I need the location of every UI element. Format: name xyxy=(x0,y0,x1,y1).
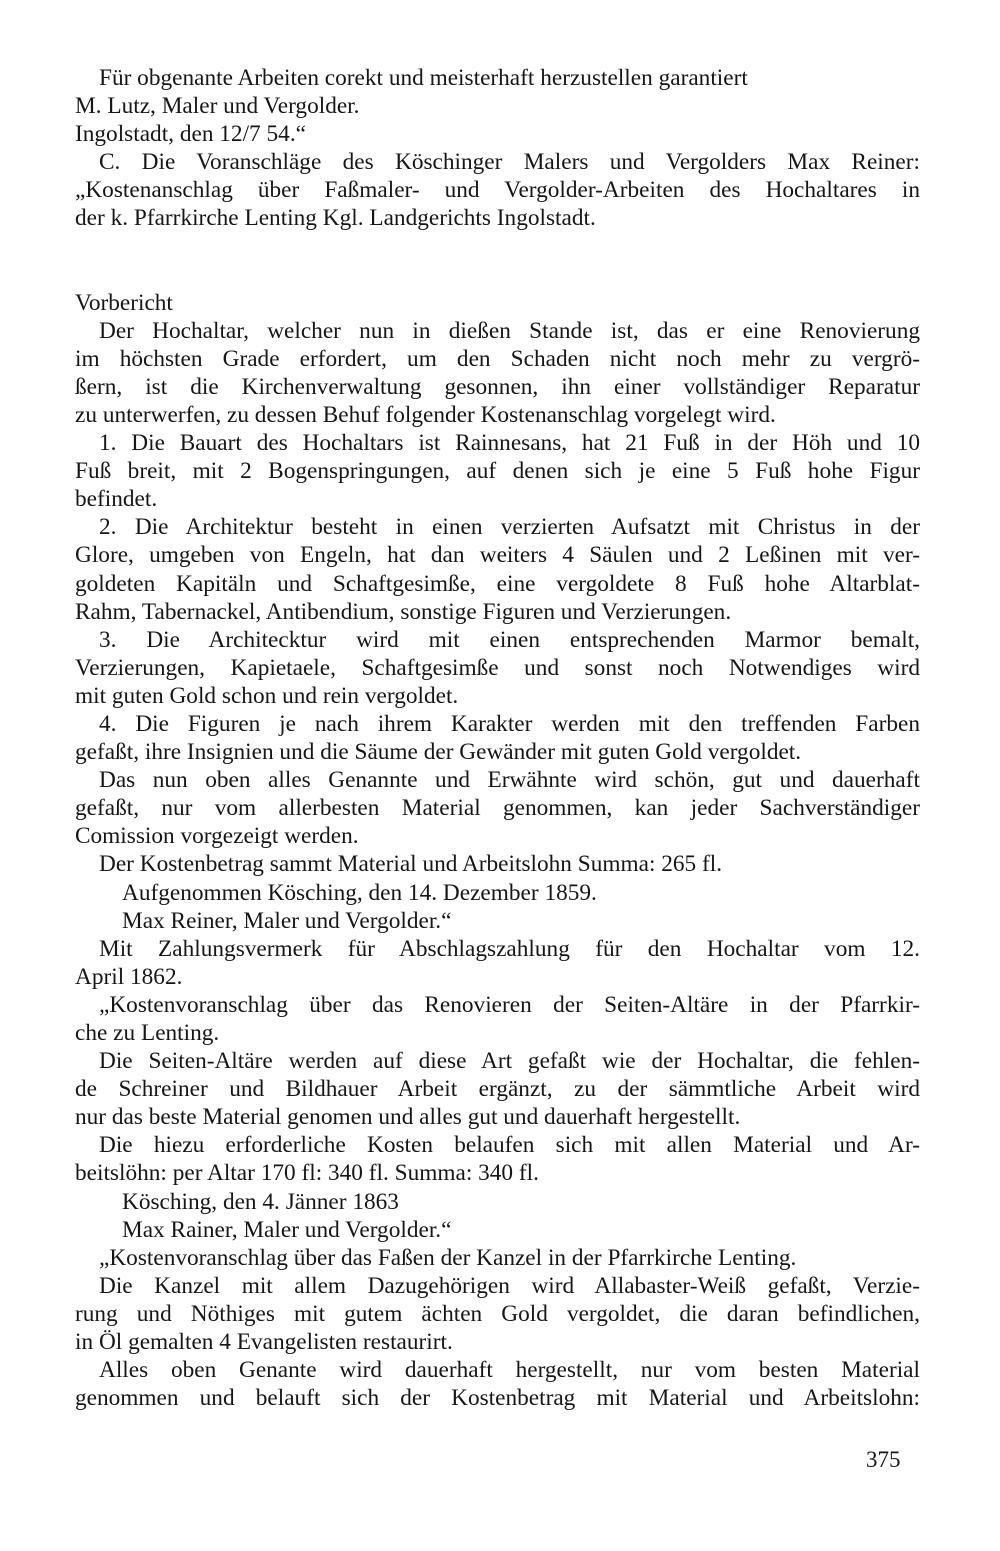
text-line: Comission vorgezeigt werden. xyxy=(75,823,359,850)
text-line: Rahm, Tabernackel, Antibendium, sonstige Figuren und Verzierungen. xyxy=(75,598,732,625)
text-line: der k. Pfarrkirche Lenting Kgl. Landgerichts Ingolstadt. xyxy=(75,205,596,232)
text-line: gefaßt, ihre Insignien und die Säume der Gewänder mit guten Gold vergoldet. xyxy=(75,739,802,766)
text-line: „Kostenanschlag über Faßmaler- und Vergolder-Arbeiten des Hochaltares in xyxy=(75,177,920,204)
text-line: Max Reiner, Maler und Vergolder.“ xyxy=(122,907,452,934)
section-gap xyxy=(75,233,920,289)
text-line: 1. Die Bauart des Hochaltars ist Rainnesans, hat 21 Fuß in der Höh und 10 xyxy=(99,430,920,457)
text-line: Kösching, den 4. Jänner 1863 xyxy=(122,1188,399,1215)
text-line: in Öl gemalten 4 Evangelisten restaurirt. xyxy=(75,1329,453,1356)
text-line: 2. Die Architektur besteht in einen verzierten Aufsatzt mit Christus in der xyxy=(99,514,920,541)
text-line: che zu Lenting. xyxy=(75,1020,220,1046)
text-line: Fuß breit, mit 2 Bogenspringungen, auf denen sich je eine 5 Fuß hohe Figur xyxy=(75,458,920,485)
text-line: Vorbericht xyxy=(75,289,173,316)
text-line: gefaßt, nur vom allerbesten Material genommen, kan jeder Sachverständiger xyxy=(75,795,920,822)
text-line: genommen und belauft sich der Kostenbetrag mit Material und Arbeitslohn: xyxy=(75,1385,920,1412)
text-line: Der Kostenbetrag sammt Material und Arbeitslohn Summa: 265 fl. xyxy=(99,851,723,878)
text-line: Für obgenante Arbeiten corekt und meisterhaft herzustellen garantiert xyxy=(99,65,748,91)
text-line: C. Die Voranschläge des Köschinger Malers und Vergolders Max Reiner: xyxy=(99,149,920,176)
text-line: Mit Zahlungsvermerk für Abschlagszahlung für den Hochaltar vom 12. xyxy=(99,935,920,962)
text-line: „Kostenvoranschlag über das Renovieren der Seiten-Altäre in der Pfarrkir- xyxy=(99,991,920,1018)
text-line: Die Kanzel mit allem Dazugehörigen wird Allabaster-Weiß gefaßt, Verzie- xyxy=(99,1272,920,1299)
text-line: Die hiezu erforderliche Kosten belaufen sich mit allen Material und Ar- xyxy=(99,1132,920,1159)
text-line: Der Hochaltar, welcher nun in dießen Stande ist, das er eine Renovierung xyxy=(99,317,920,344)
text-line: 4. Die Figuren je nach ihrem Karakter werden mit den treffenden Farben xyxy=(99,710,920,737)
page-number: 375 xyxy=(866,1447,901,1472)
main-paragraphs xyxy=(75,289,920,1413)
text-line: mit guten Gold schon und rein vergoldet. xyxy=(75,682,459,709)
document-body xyxy=(75,64,920,1412)
text-line: Ingolstadt, den 12/7 54.“ xyxy=(75,121,306,148)
text-line: de Schreiner und Bildhauer Arbeit ergänzt, zu der sämmtliche Arbeit wird xyxy=(75,1076,920,1103)
text-line: Das nun oben alles Genannte und Erwähnte wird schön, gut und dauerhaft xyxy=(99,767,920,794)
text-line: April 1862. xyxy=(75,963,183,990)
text-line: Max Rainer, Maler und Vergolder.“ xyxy=(122,1216,452,1243)
text-line: Verzierungen, Kapietaele, Schaftgesimße und sonst noch Notwendiges wird xyxy=(75,654,920,681)
text-line: befindet. xyxy=(75,486,158,513)
text-line: goldeten Kapitäln und Schaftgesimße, eine vergoldete 8 Fuß hohe Altarblat- xyxy=(75,570,920,597)
text-line: im höchsten Grade erfordert, um den Schaden nicht noch mehr zu vergrö- xyxy=(75,345,920,372)
text-line: „Kostenvoranschlag über das Faßen der Kanzel in der Pfarrkirche Lenting. xyxy=(99,1244,797,1271)
text-line: 3. Die Architecktur wird mit einen entsprechenden Marmor bemalt, xyxy=(99,626,920,653)
text-line: Alles oben Genante wird dauerhaft hergestellt, nur vom besten Material xyxy=(99,1357,920,1384)
text-line: beitslöhn: per Altar 170 fl: 340 fl. Summa: 340 fl. xyxy=(75,1160,539,1187)
text-line: M. Lutz, Maler und Vergolder. xyxy=(75,93,360,120)
text-line: Die Seiten-Altäre werden auf diese Art gefaßt wie der Hochaltar, die fehlen- xyxy=(99,1048,920,1075)
top-paragraphs xyxy=(75,64,920,233)
text-line: rung und Nöthiges mit gutem ächten Gold vergoldet, die daran befindlichen, xyxy=(75,1300,920,1327)
text-line: nur das beste Material genomen und alles gut und dauerhaft hergestellt. xyxy=(75,1104,741,1131)
text-line: Aufgenommen Kösching, den 14. Dezember 1859. xyxy=(122,879,597,906)
text-line: zu unterwerfen, zu dessen Behuf folgender Kostenanschlag vorgelegt wird. xyxy=(75,401,776,428)
text-line: ßern, ist die Kirchenverwaltung gesonnen, ihn einer vollständiger Reparatur xyxy=(75,373,920,400)
text-line: Glore, umgeben von Engeln, hat dan weiters 4 Säulen und 2 Leßinen mit ver- xyxy=(75,542,920,569)
